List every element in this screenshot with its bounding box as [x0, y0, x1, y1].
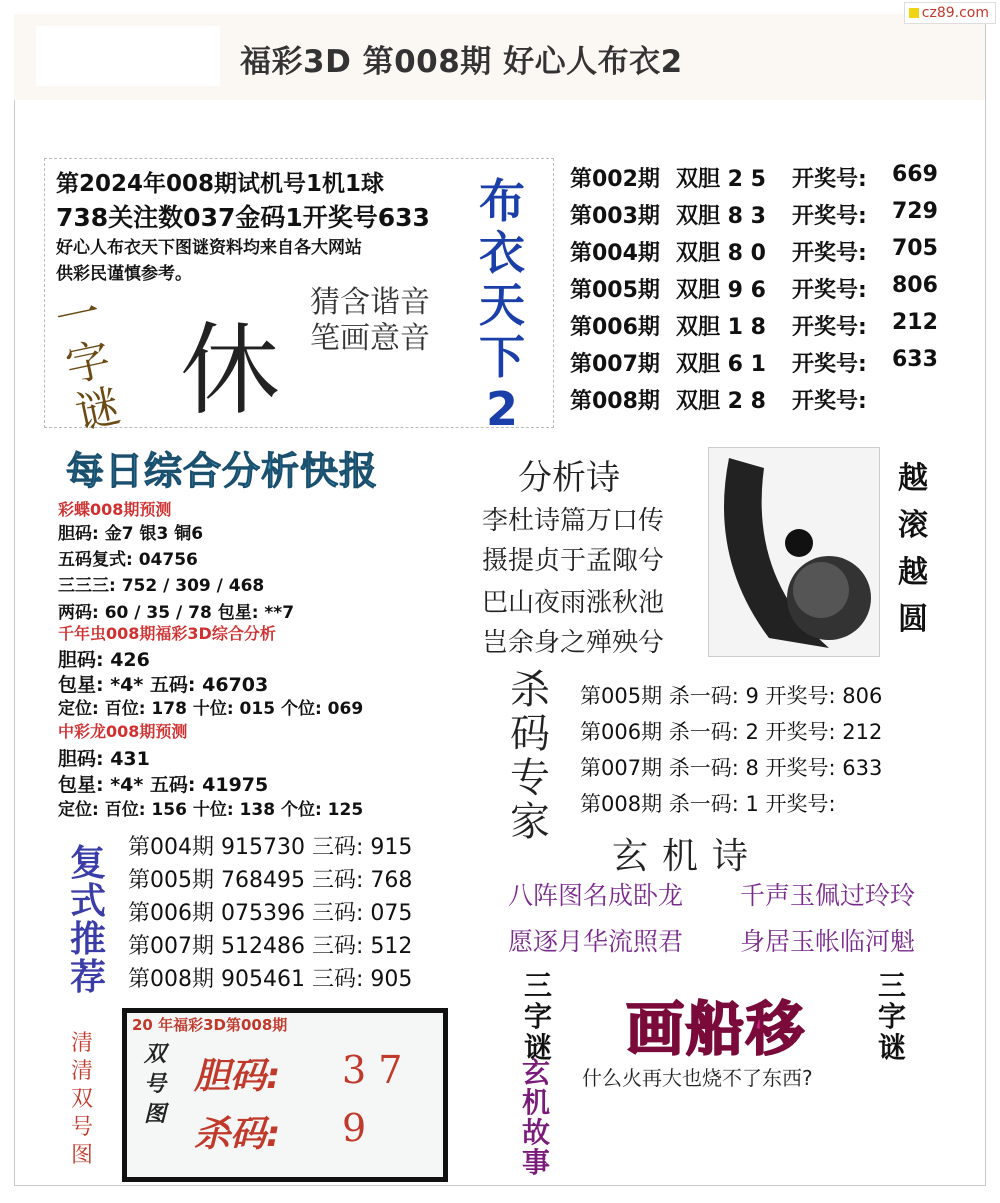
result-period: 第007期: [570, 352, 660, 377]
result-number: 212: [892, 310, 938, 335]
result-double: 双胆 6 1: [676, 352, 766, 377]
result-row: [570, 236, 970, 273]
intro-line3: 好心人布衣天下图谜资料均来自各大网站: [56, 238, 362, 258]
zhongcai-dan: 胆码: 431: [58, 748, 150, 770]
results-list: [570, 162, 970, 421]
ball-caption: 越滚越圆: [898, 461, 928, 637]
dan-value: 3 7: [342, 1048, 403, 1092]
rolling-ball-illustration: [708, 447, 880, 657]
fushi-row: 第005期 768495 三码: 768: [128, 868, 413, 893]
result-row: [570, 162, 970, 199]
result-row: [570, 199, 970, 236]
xuanji-line: 千声玉佩过玲玲: [740, 881, 916, 910]
result-row: [570, 273, 970, 310]
fushi-row: 第006期 075396 三码: 075: [128, 901, 413, 926]
xuanji-line: 愿逐月华流照君: [508, 927, 684, 956]
qiannian-title: 千年虫008期福彩3D综合分析: [58, 624, 276, 643]
caidie-sansan: 三三三: 752 / 309 / 468: [58, 576, 265, 596]
poem-line: 摄提贞于孟陬兮: [482, 546, 665, 576]
poem-line: 巴山夜雨涨秋池: [482, 588, 665, 618]
kill-row: 第006期 杀一码: 2 开奖号: 212: [580, 720, 883, 744]
result-label: 开奖号:: [792, 278, 867, 303]
zhongcai-baoxing: 包星: *4* 五码: 41975: [58, 774, 269, 796]
intro-line1: 第2024年008期试机号1机1球: [56, 171, 385, 197]
kill-row: 第008期 杀一码: 1 开奖号:: [580, 792, 836, 816]
result-label: 开奖号:: [792, 315, 867, 340]
kill-row: 第007期 杀一码: 8 开奖号: 633: [580, 756, 883, 780]
result-period: 第005期: [570, 278, 660, 303]
fushi-label: 复式推荐: [69, 843, 106, 998]
sha-value: 9: [342, 1106, 367, 1150]
result-period: 第003期: [570, 204, 660, 229]
result-number: 705: [892, 236, 938, 261]
site-watermark[interactable]: [904, 2, 996, 24]
sha-label: 杀码:: [194, 1114, 281, 1155]
riddle-hint: 猜含谐音笔画意音: [310, 285, 430, 356]
dan-label: 胆码:: [194, 1056, 281, 1097]
caidie-liangma: 两码: 60 / 35 / 78 包星: **7: [58, 603, 295, 623]
caidie-dan: 胆码: 金7 银3 铜6: [58, 524, 204, 544]
daily-banner: 每日综合分析快报: [66, 449, 379, 493]
sanzimi-left: 三字谜: [523, 969, 552, 1064]
xuanji-line: 身居玉帐临河魁: [740, 927, 916, 956]
result-row: [570, 347, 970, 384]
result-number: 806: [892, 273, 938, 298]
caidie-title: 彩蝶008期预测: [58, 500, 172, 519]
shuanghao-head: 20 年福彩3D第008期: [132, 1016, 288, 1034]
ball-figure-icon: [709, 448, 879, 656]
result-number: 633: [892, 347, 938, 372]
result-double: 双胆 8 3: [676, 204, 766, 229]
result-label: 开奖号:: [792, 204, 867, 229]
xuanji-title: 玄机诗: [612, 836, 763, 877]
result-period: 第004期: [570, 241, 660, 266]
kill-row: 第005期 杀一码: 9 开奖号: 806: [580, 684, 883, 708]
logo-square-icon: [909, 8, 919, 18]
result-label: 开奖号:: [792, 167, 867, 192]
riddle-text: 什么火再大也烧不了东西?: [582, 1066, 813, 1090]
page-title: 福彩3D 第008期 好心人布衣2: [240, 44, 683, 80]
result-row: [570, 310, 970, 347]
result-row: [570, 384, 970, 421]
qiannian-dan: 胆码: 426: [58, 649, 150, 671]
sanzimi-answer: 画船移: [626, 995, 807, 1063]
result-number: 669: [892, 162, 938, 187]
result-period: 第006期: [570, 315, 660, 340]
poem-line: 李杜诗篇万口传: [482, 506, 665, 536]
caidie-wuma: 五码复式: 04756: [58, 550, 198, 570]
intro-line4: 供彩民谨慎参考。: [56, 264, 192, 284]
sanzimi-right: 三字谜: [877, 969, 906, 1064]
fushi-row: 第007期 512486 三码: 512: [128, 934, 413, 959]
header-blank: [36, 26, 220, 86]
result-number: [892, 384, 962, 421]
result-period: 第002期: [570, 167, 660, 192]
zhongcai-title: 中彩龙008期预测: [58, 722, 188, 741]
qiannian-dingwei: 定位: 百位: 178 十位: 015 个位: 069: [58, 699, 364, 719]
intro-line2: 738关注数037金码1开奖号633: [56, 203, 430, 232]
riddle-big-char: 休: [180, 312, 280, 429]
watermark-text: cz89.com: [921, 5, 989, 21]
result-double: 双胆 9 6: [676, 278, 766, 303]
result-double: 双胆 2 5: [676, 167, 766, 192]
result-label: 开奖号:: [792, 389, 867, 414]
story-label: 玄机故事: [521, 1056, 550, 1179]
fushi-row: 第004期 915730 三码: 915: [128, 835, 413, 860]
shuanghao-side-label: 清清双号图: [70, 1031, 93, 1168]
result-number: 729: [892, 199, 938, 224]
poem-title: 分析诗: [518, 458, 620, 498]
result-double: 双胆 2 8: [676, 389, 766, 414]
result-period: 第008期: [570, 389, 660, 414]
zimi-label: 一字谜: [51, 286, 125, 440]
fushi-row: 第008期 905461 三码: 905: [128, 967, 413, 992]
brand-vertical: 布衣天下2: [479, 174, 525, 436]
result-label: 开奖号:: [792, 241, 867, 266]
xuanji-line: 八阵图名成卧龙: [508, 881, 684, 910]
kill-label: 杀码专家: [510, 667, 550, 845]
result-double: 双胆 8 0: [676, 241, 766, 266]
result-label: 开奖号:: [792, 352, 867, 377]
zhongcai-dingwei: 定位: 百位: 156 十位: 138 个位: 125: [58, 800, 364, 820]
shuanghao-inner-label: 双号图: [143, 1042, 166, 1127]
qiannian-baoxing: 包星: *4* 五码: 46703: [58, 674, 269, 696]
poem-line: 岂余身之殚殃兮: [482, 628, 665, 658]
result-double: 双胆 1 8: [676, 315, 766, 340]
